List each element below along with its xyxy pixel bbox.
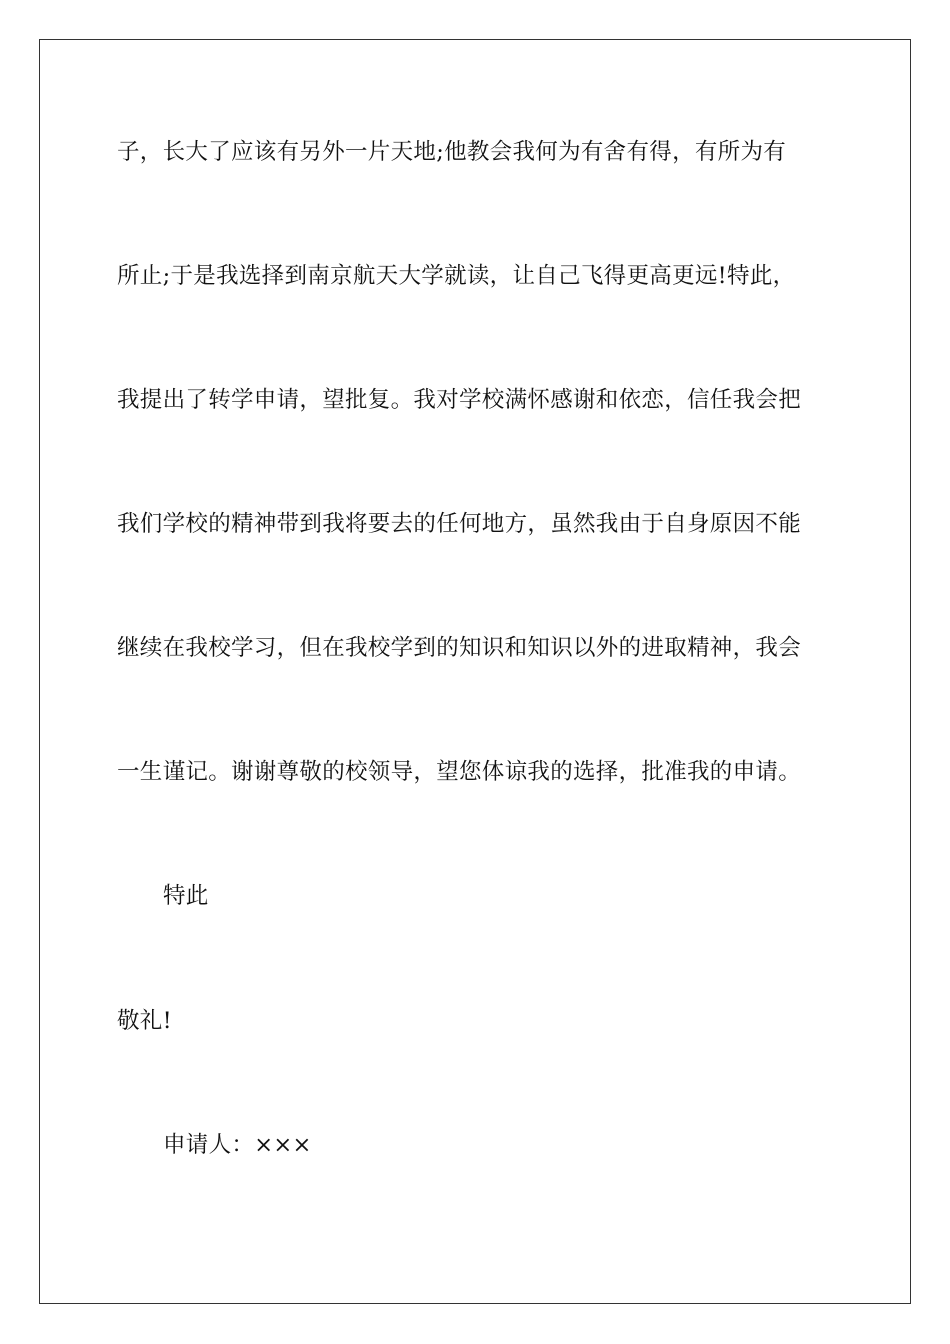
body-line-2: 所止;于是我选择到南京航天大学就读，让自己飞得更高更远!特此，	[117, 263, 796, 289]
body-line-1: 子，长大了应该有另外一片天地;他教会我何为有舍有得，有所为有	[117, 139, 787, 165]
closing-text: 特此	[163, 883, 209, 909]
body-line-3: 我提出了转学申请，望批复。我对学校满怀感谢和依恋，信任我会把	[117, 387, 802, 413]
page-frame	[39, 39, 911, 1304]
body-line-4: 我们学校的精神带到我将要去的任何地方，虽然我由于自身原因不能	[117, 511, 802, 537]
body-line-5: 继续在我校学习，但在我校学到的知识和知识以外的进取精神，我会	[117, 635, 802, 661]
body-line-6: 一生谨记。谢谢尊敬的校领导，望您体谅我的选择，批准我的申请。	[117, 759, 802, 785]
signature-line: 申请人：×××	[163, 1132, 312, 1158]
salutation-text: 敬礼!	[117, 1008, 172, 1034]
